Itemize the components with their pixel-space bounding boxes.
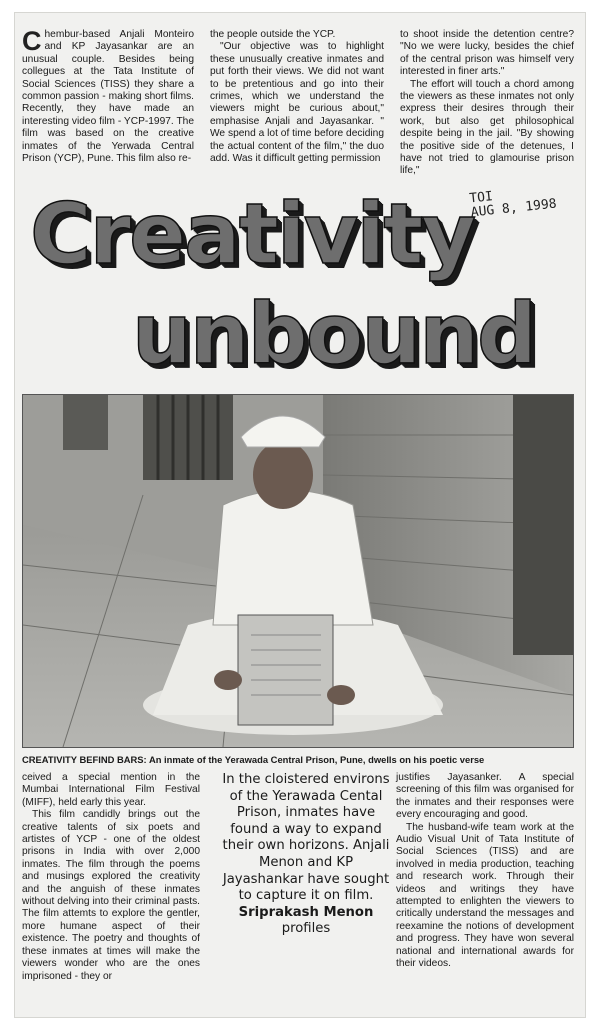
headline-line-2: unbound — [132, 285, 536, 383]
paragraph: hembur-based Anjali Monteiro and KP Jayasankar are an unusual couple. Besides being collegues at the Tata Institute of Social Sciences (TISS) they share a common passion - making short films. Recently, they have made an interesting video film - YCP-1997. The film was based on the creative inmates of the Yerwada Central Prison (YCP), Pune. This film also re- — [22, 29, 194, 165]
paragraph: This film candidly brings out the creative talents of six poets and artistes of YCP - one of the oldest prisons in India with over 2,000 inmates. The film through the poems and musings explored the creativity and the anguish of these inmates without delving into their criminal pasts. The film attemts to explore the gentler, more humane aspect of their existence. The poetry and thoughts of these inmates at times will make the viewers wonder who are the ones imprisoned - they or — [22, 809, 200, 982]
paragraph: "Our objective was to highlight these unusually creative inmates and put forth their views. We did not want to be pretentious and go into their crimes, which we understand the viewers might be curious about," emphasise Anjali and Jayasankar. " We spend a lot of time before deciding the actual content of the film," the duo add. Was it difficult getting permission — [210, 41, 384, 165]
inmate-photo — [22, 394, 574, 748]
paragraph: The husband-wife team work at the Audio Visual Unit of Tata Institute of Social Sciences (TISS) and are involved in media production, teaching and research work. Through their videos and writings they have attempted to enlighten the viewers to critically understand the messages and reexamine the notions of development and progress. They have won several national and international awards for their videos. — [396, 821, 574, 970]
article-column-1-bottom — [22, 772, 200, 983]
article-column-3-bottom — [396, 772, 574, 971]
byline-suffix: profiles — [281, 921, 331, 937]
paragraph: justifies Jayasanker. A special screening of this film was organised for the inmates and their responses were every encouraging and good. — [396, 772, 574, 821]
paragraph: to shoot inside the detention centre? "No we were lucky, besides the chief of the central prison was himself very interested in finer arts." — [400, 29, 574, 78]
drop-cap: C — [22, 26, 42, 56]
article-column-1-top — [22, 26, 194, 165]
pull-quote — [222, 772, 390, 938]
headline-line-1: Creativity — [30, 185, 475, 283]
byline-name: Sriprakash Menon — [238, 904, 374, 920]
paragraph: The effort will touch a chord among the viewers as these inmates not only express their desires through their work, but also get philosophical despite being in the jail. "By showing the positive side of the detenues, I have not tried to glamourise prison life," — [400, 78, 574, 177]
article-column-3-top — [400, 29, 574, 178]
pull-quote-text: In the cloistered environs of the Yerawada Cental Prison, inmates have found a way to expand their own horizons. Anjali Menon and KP Jayashankar have sought to capture it on film. — [222, 772, 390, 904]
paragraph: ceived a special mention in the Mumbai International Film Festival (MIFF), held early this year. — [22, 772, 200, 808]
caption-label: CREATIVITY BEFIND BARS: — [22, 754, 147, 765]
photo-caption — [22, 754, 574, 765]
article-column-2-top — [210, 29, 384, 165]
handwritten-date-note: TOI AUG 8, 1998 — [468, 189, 558, 221]
caption-text: An inmate of the Yerawada Central Prison, Pune, dwells on his poetic verse — [148, 754, 485, 765]
inmate-photo-illustration — [23, 395, 573, 747]
paragraph: the people outside the YCP. — [210, 29, 336, 40]
